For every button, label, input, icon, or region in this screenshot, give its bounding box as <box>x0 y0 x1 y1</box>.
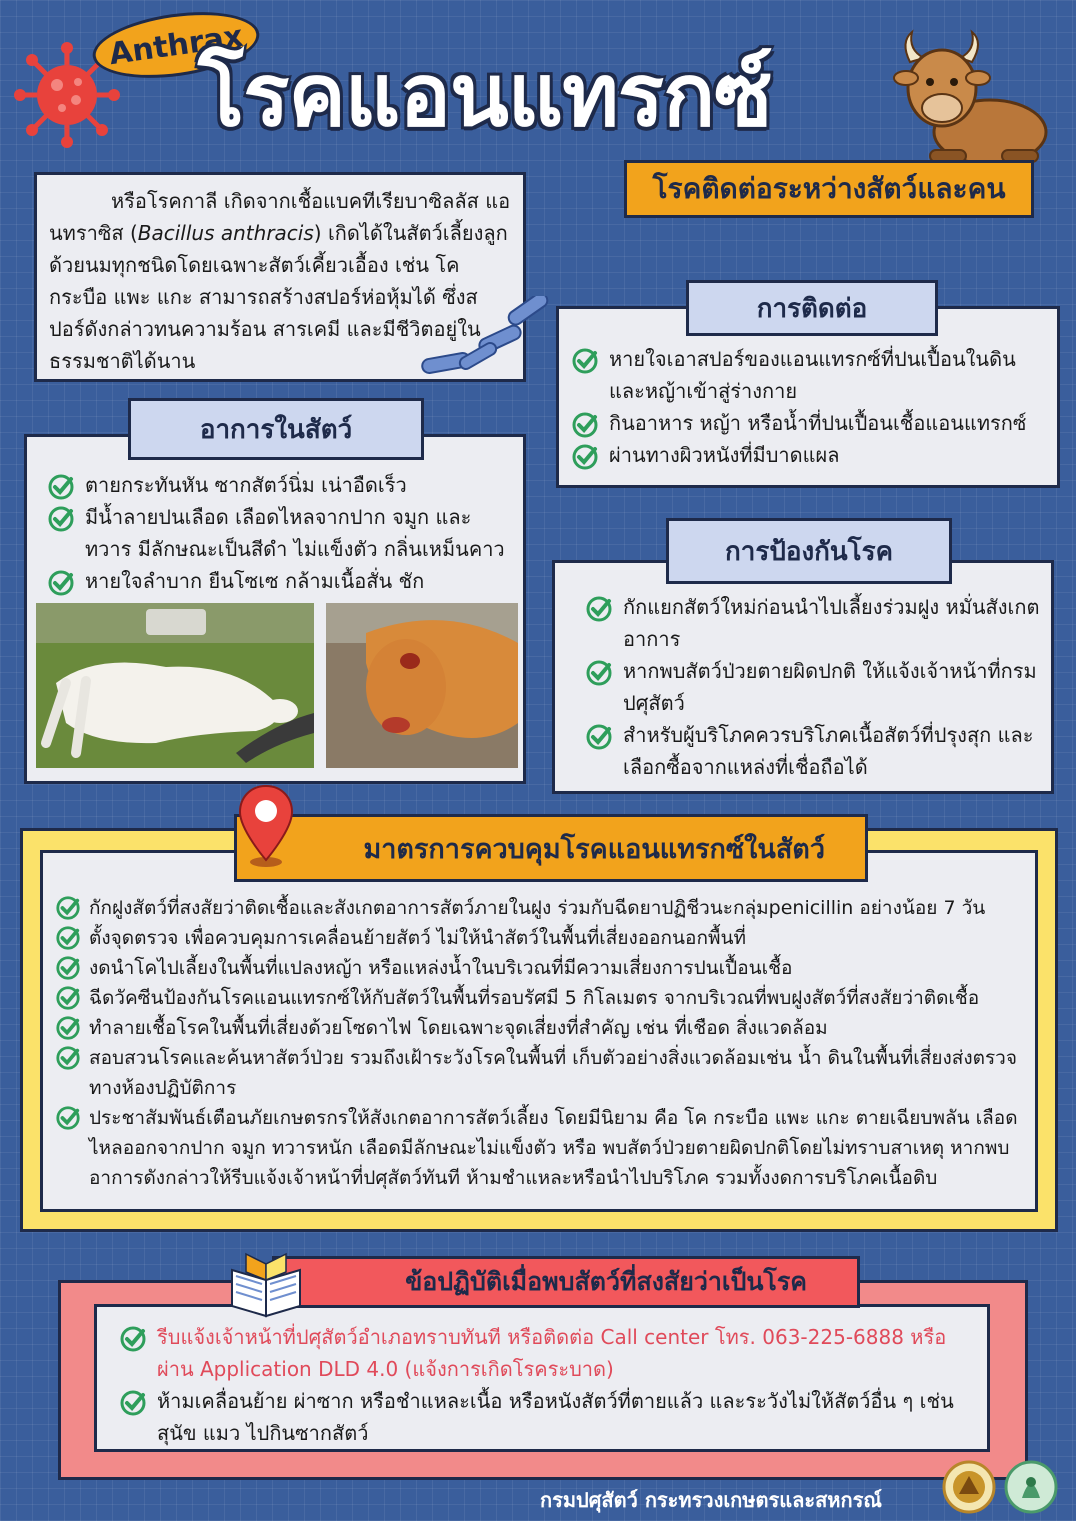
action-heading: ข้อปฏิบัติเมื่อพบสัตว์ที่สงสัยว่าเป็นโรค <box>272 1256 860 1308</box>
list-item-text: ตายกระทันหัน ซากสัตว์นิ่ม เน่าอืดเร็ว <box>85 473 407 497</box>
check-icon <box>55 1015 81 1041</box>
list-item <box>47 469 515 501</box>
list-item <box>55 1043 1025 1103</box>
list-item <box>47 501 515 565</box>
page-title: โรคแอนแทรกซ์ <box>198 46 772 146</box>
list-item-text: ฉีดวัคซีนป้องกันโรคแอนแทรกซ์ให้กับสัตว์ในพื้นที่รอบรัศมี 5 กิโลเมตร จากบริเวณที่พบฝูงสัตว์ที่สงสัยว่าติดเชื้อ <box>89 987 980 1009</box>
department-logo <box>942 1460 996 1514</box>
list-item-text: กักฝูงสัตว์ที่สงสัยว่าติดเชื้อและสังเกตอาการสัตว์ภายในฝูง ร่วมกับฉีดยาปฏิชีวนะกลุ่มpenicillin อย่างน้อย 7 วัน <box>89 897 986 919</box>
location-pin-icon <box>238 784 294 868</box>
list-item <box>55 983 1025 1013</box>
check-icon <box>571 443 599 471</box>
list-item-text: กินอาหาร หญ้า หรือน้ำที่ปนเปื้อนเชื้อแอนแทรกซ์ <box>609 411 1027 435</box>
ministry-logo <box>1004 1460 1058 1514</box>
list-item <box>55 1013 1025 1043</box>
check-icon <box>47 505 75 533</box>
list-item-text: กักแยกสัตว์ใหม่ก่อนนำไปเลี้ยงร่วมฝูง หมั่นสังเกตอาการ <box>623 595 1040 651</box>
check-icon <box>585 723 613 751</box>
list-item-text: หากพบสัตว์ป่วยตายผิดปกติ ให้แจ้งเจ้าหน้าที่กรมปศุสัตว์ <box>623 659 1037 715</box>
list-item-text: สอบสวนโรคและค้นหาสัตว์ป่วย รวมถึงเฝ้าระวังโรคในพื้นที่ เก็บตัวอย่างสิ่งแวดล้อมเช่น น้ำ ดินในพื้นที่เสี่ยงส่งตรวจทางห้องปฏิบัติการ <box>89 1047 1017 1099</box>
list-item-text: สำหรับผู้บริโภคควรบริโภคเนื้อสัตว์ที่ปรุงสุก และเลือกซื้อจากแหล่งที่เชื่อถือได้ <box>623 723 1034 779</box>
prevention-heading: การป้องกันโรค <box>666 518 952 584</box>
prevention-box <box>552 560 1054 794</box>
control-heading: มาตรการควบคุมโรคแอนแทรกซ์ในสัตว์ <box>234 814 868 882</box>
list-item-text: ห้ามเคลื่อนย้าย ผ่าซาก หรือชำแหละเนื้อ หรือหนังสัตว์ที่ตายแล้ว และระวังไม่ให้สัตว์อื่น ๆ เช่น สุนัข แมว ไปกินซากสัตว์ <box>157 1389 954 1445</box>
english-label: Anthrax <box>89 3 264 88</box>
scientific-name: Bacillus anthracis <box>137 221 314 245</box>
list-item-text: ตั้งจุดตรวจ เพื่อควบคุมการเคลื่อนย้ายสัตว์ ไม่ให้นำสัตว์ในพื้นที่เสี่ยงออกนอกพื้นที่ <box>89 927 746 949</box>
check-icon <box>55 1045 81 1071</box>
list-item-text: หายใจลำบาก ยืนโซเซ กล้ามเนื้อสั่น ชัก <box>85 569 425 593</box>
list-item <box>47 565 515 597</box>
list-item <box>55 953 1025 983</box>
intro-text-part: หรือโรคกาลี เกิดจากเชื้อแบคทีเรียบาซิลลัส แอนทราซิส ( <box>49 189 511 245</box>
prevention-list <box>585 591 1041 783</box>
check-icon <box>55 925 81 951</box>
check-icon <box>585 595 613 623</box>
dead-cow-bleeding-photo <box>326 603 518 768</box>
check-icon <box>571 347 599 375</box>
list-item <box>55 893 1025 923</box>
open-book-icon <box>226 1250 306 1320</box>
list-item-text: ประชาสัมพันธ์เตือนภัยเกษตรกรให้สังเกตอาการสัตว์เลี้ยง โดยมีนิยาม คือ โค กระบือ แพะ แกะ ตายเฉียบพลัน เลือดไหลออกจากปาก จมูก ทวารหนัก เลือดมีลักษณะไม่แข็งตัว หรือ พบสัตว์ป่วยตายผิดปกติโดยไม่ทราบสาเหตุ หากพบอาการดังกล่าวให้รีบแจ้งเจ้าหน้าที่ปศุสัตว์ทันที ห้ามชำแหละหรือนำไปบริโภค รวมทั้งงดการบริโภคเนื้อดิบ <box>89 1107 1018 1189</box>
list-item <box>585 719 1041 783</box>
bacteria-icon <box>418 296 558 386</box>
check-icon <box>55 895 81 921</box>
list-item <box>119 1321 977 1385</box>
check-icon <box>119 1389 147 1417</box>
list-item <box>55 1103 1025 1193</box>
list-item <box>571 439 1047 471</box>
check-icon <box>55 1105 81 1131</box>
action-list <box>119 1321 977 1449</box>
list-item <box>585 655 1041 719</box>
list-item <box>585 591 1041 655</box>
cow-icon <box>890 22 1050 172</box>
control-list <box>55 893 1025 1193</box>
check-icon <box>119 1325 147 1353</box>
list-item <box>571 407 1047 439</box>
symptoms-list <box>47 469 515 597</box>
transmission-heading: การติดต่อ <box>686 280 938 336</box>
check-icon <box>55 985 81 1011</box>
dead-cow-photo <box>36 603 314 768</box>
list-item-text: งดนำโคไปเลี้ยงในพื้นที่แปลงหญ้า หรือแหล่งน้ำในบริเวณที่มีความเสี่ยงการปนเปื้อนเชื้อ <box>89 957 793 979</box>
list-item-text: รีบแจ้งเจ้าหน้าที่ปศุสัตว์อำเภอทราบทันที หรือติดต่อ Call center โทร. 063-225-6888 หรือผ่าน Application DLD 4.0 (แจ้งการเกิดโรคระบาด) <box>157 1325 947 1381</box>
check-icon <box>585 659 613 687</box>
check-icon <box>571 411 599 439</box>
list-item-text: มีน้ำลายปนเลือด เลือดไหลจากปาก จมูก และทวาร มีลักษณะเป็นสีดำ ไม่แข็งตัว กลิ่นเหม็นคาว <box>85 505 505 561</box>
transmission-list <box>571 343 1047 471</box>
intro-text-part: ) เกิดได้ในสัตว์เลี้ยงลูกด้วยนมทุกชนิดโดยเฉพาะสัตว์เคี้ยวเอื้อง เช่น โค กระบือ แพะ แกะ สามารถสร้างสปอร์ห่อหุ้มได้ ซึ่งสปอร์ดังกล่าวทนความร้อน สารเคมี และมีชีวิตอยู่ในธรรมชาติได้นาน <box>49 221 508 373</box>
list-item <box>55 923 1025 953</box>
control-box <box>40 850 1038 1212</box>
check-icon <box>55 955 81 981</box>
action-box <box>94 1304 990 1452</box>
list-item-text: ผ่านทางผิวหนังที่มีบาดแผล <box>609 443 840 467</box>
list-item-text: หายใจเอาสปอร์ของแอนแทรกซ์ที่ปนเปื้อนในดินและหญ้าเข้าสู่ร่างกาย <box>609 347 1016 403</box>
zoonosis-badge: โรคติดต่อระหว่างสัตว์และคน <box>624 160 1034 218</box>
list-item-text: ทำลายเชื้อโรคในพื้นที่เสี่ยงด้วยโซดาไฟ โดยเฉพาะจุดเสี่ยงที่สำคัญ เช่น ที่เชือด สิ่งแวดล้อม <box>89 1017 828 1039</box>
list-item <box>571 343 1047 407</box>
check-icon <box>47 473 75 501</box>
check-icon <box>47 569 75 597</box>
list-item <box>119 1385 977 1449</box>
symptoms-heading: อาการในสัตว์ <box>128 398 424 460</box>
footer-org: กรมปศุสัตว์ กระทรวงเกษตรและสหกรณ์ <box>540 1488 882 1512</box>
